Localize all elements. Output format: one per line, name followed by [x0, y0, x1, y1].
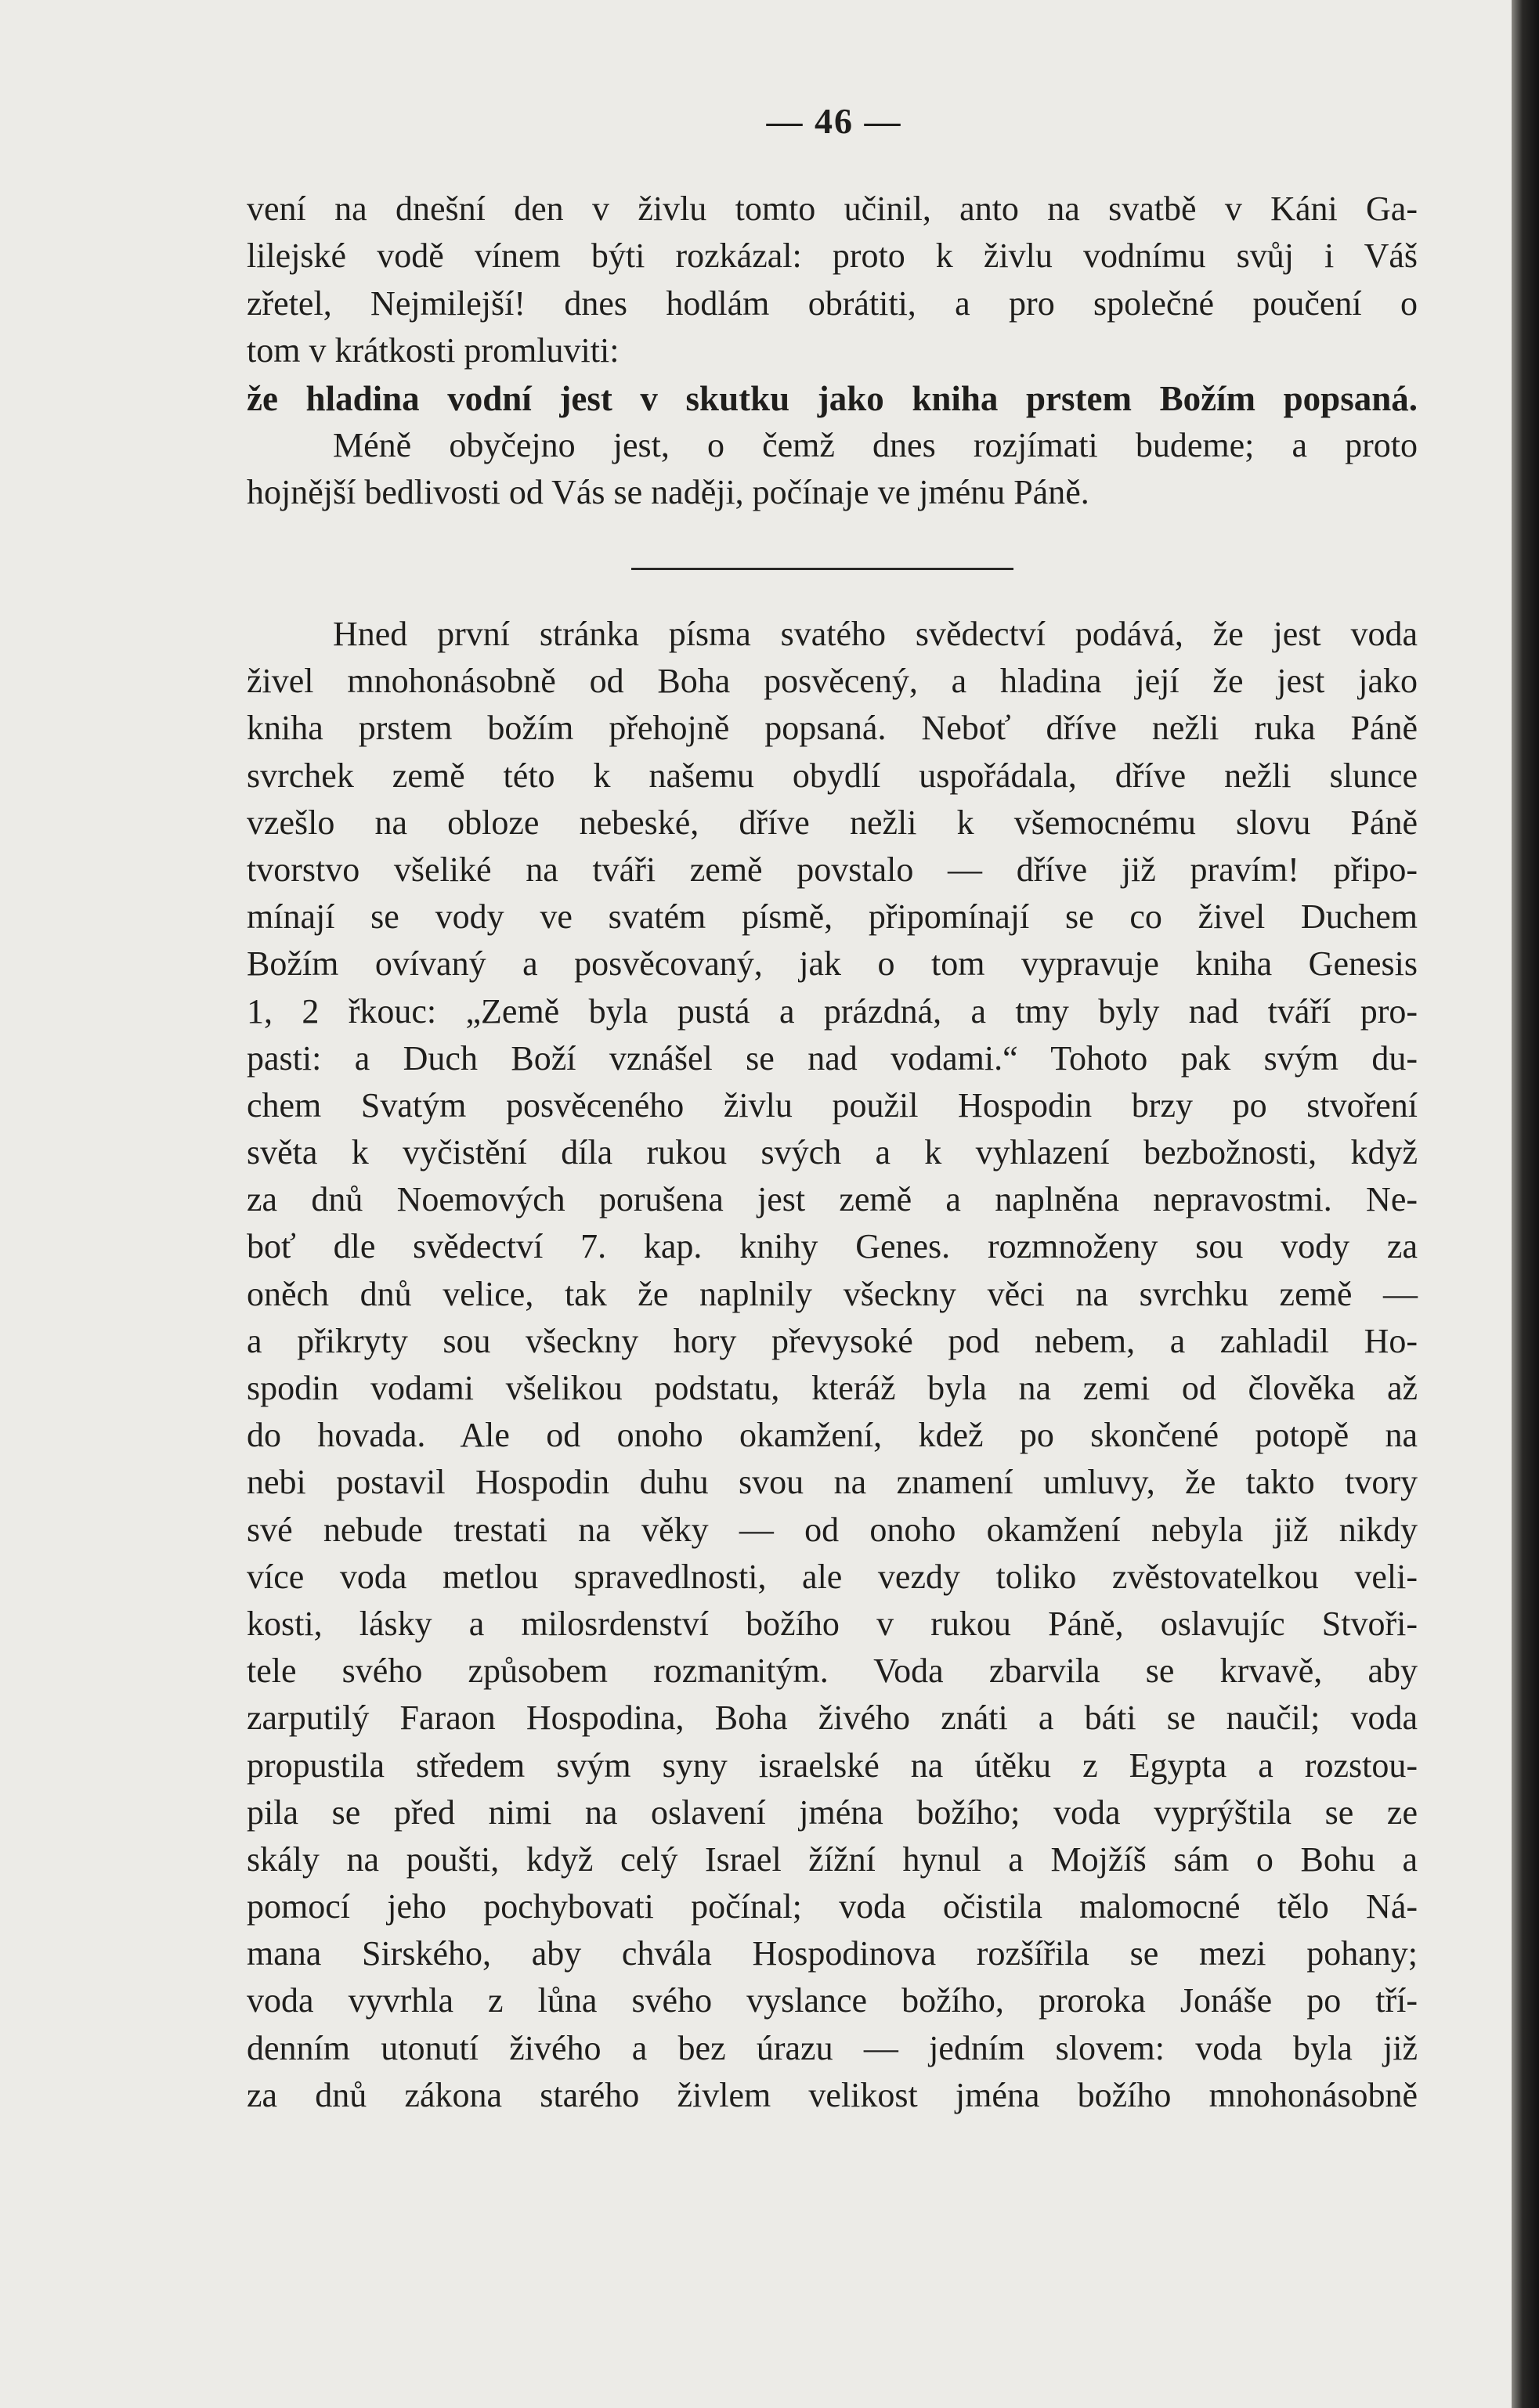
text-line: voda vyvrhla z lůna svého vyslance božího, proroka Jonáše po tří-: [247, 1981, 1418, 2020]
text-line: vzešlo na obloze nebeské, dříve nežli k všemocnému slovu Páně: [247, 803, 1418, 842]
text-line: kosti, lásky a milosrdenství božího v rukou Páně, oslavujíc Stvoři-: [247, 1604, 1418, 1643]
text-line: za dnů Noemových porušena jest země a naplněna nepravostmi. Ne-: [247, 1180, 1418, 1219]
text-line: oněch dnů velice, tak že naplnily všeckny věci na svrchku země —: [247, 1274, 1418, 1313]
text-line: mana Sirského, aby chvála Hospodinova rozšířila se mezi pohany;: [247, 1934, 1418, 1973]
text-line: skály na poušti, když celý Israel žížní hynul a Mojžíš sám o Bohu a: [247, 1839, 1418, 1879]
text-line: tele svého způsobem rozmanitým. Voda zbarvila se krvavě, aby: [247, 1652, 1418, 1691]
page-edge-shadow: [1512, 0, 1539, 2408]
text-line: tom v krátkosti promluviti:: [247, 331, 620, 370]
text-line: lilejské vodě vínem býti rozkázal: proto k živlu vodnímu svůj i Váš: [247, 236, 1418, 276]
text-line: Méně obyčejno jest, o čemž dnes rozjímati budeme; a proto: [333, 425, 1418, 464]
text-line: světa k vyčistění díla rukou svých a k vyhlazení bezbožnosti, když: [247, 1133, 1418, 1172]
text-line: Hned první stránka písma svatého svědectví podává, že jest voda: [333, 615, 1418, 653]
text-line: do hovada. Ale od onoho okamžení, kdež po skončené potopě na: [247, 1416, 1418, 1455]
text-line: svrchek země této k našemu obydlí uspořádala, dříve nežli slunce: [247, 756, 1418, 795]
text-line: Božím ovívaný a posvěcovaný, jak o tom vypravuje kniha Genesis: [247, 944, 1418, 984]
text-line: za dnů zákona starého živlem velikost jména božího mnohonásobně: [247, 2075, 1418, 2114]
text-line: živel mnohonásobně od Boha posvěcený, a hladina její že jest jako: [247, 662, 1418, 701]
text-line: více voda metlou spravedlnosti, ale vezdy toliko zvěstovatelkou veli-: [247, 1557, 1418, 1596]
text-line: nebi postavil Hospodin duhu svou na znamení umluvy, že takto tvory: [247, 1463, 1418, 1502]
text-line: a přikryty sou všeckny hory převysoké pod nebem, a zahladil Ho-: [247, 1321, 1418, 1360]
text-line: 1, 2 řkouc: „Země byla pustá a prázdná, a tmy byly nad tváří pro-: [247, 991, 1418, 1031]
text-line: pasti: a Duch Boží vznášel se nad vodami.“ Tohoto pak svým du-: [247, 1038, 1418, 1078]
main-paragraph: [247, 611, 1418, 2119]
sermon-theme: že hladina vodní jest v skutku jako kniha prstem Božím popsaná.: [247, 378, 1418, 418]
text-line: propustila středem svým syny israelské na útěku z Egypta a rozstou-: [247, 1746, 1418, 1785]
text-line: kniha prstem božím přehojně popsaná. Neboť dříve nežli ruka Páně: [247, 709, 1418, 748]
section-divider: [631, 568, 1013, 570]
text-line: své nebude trestati na věky — od onoho okamžení nebyla již nikdy: [247, 1510, 1418, 1549]
text-line: chem Svatým posvěceného živlu použil Hospodin brzy po stvoření: [247, 1085, 1418, 1125]
text-line: boť dle svědectví 7. kap. knihy Genes. rozmnoženy sou vody za: [247, 1227, 1418, 1266]
page-number: — 46 —: [766, 101, 902, 141]
text-line: vení na dnešní den v živlu tomto učinil, anto na svatbě v Káni Ga-: [247, 190, 1418, 228]
text-line: hojnější bedlivosti od Vás se naději, počínaje ve jménu Páně.: [247, 473, 1089, 512]
text-line: spodin vodami všelikou podstatu, kteráž byla na zemi od člověka až: [247, 1369, 1418, 1407]
text-line: denním utonutí živého a bez úrazu — jedním slovem: voda byla již: [247, 2028, 1418, 2067]
text-line: pomocí jeho pochybovati počínal; voda očistila malomocné tělo Ná-: [247, 1887, 1418, 1926]
text-line: pila se před nimi na oslavení jména božího; voda vyprýštila se ze: [247, 1792, 1418, 1832]
text-line: mínají se vody ve svatém písmě, připomínají se co živel Duchem: [247, 897, 1418, 937]
intro-paragraph: [247, 186, 1418, 517]
text-line: zarputilý Faraon Hospodina, Boha živého znáti a báti se naučil; voda: [247, 1699, 1418, 1738]
text-line: tvorstvo všeliké na tváři země povstalo — dříve již pravím! připo-: [247, 850, 1418, 889]
text-line: zřetel, Nejmilejší! dnes hodlám obrátiti, a pro společné poučení o: [247, 283, 1418, 323]
